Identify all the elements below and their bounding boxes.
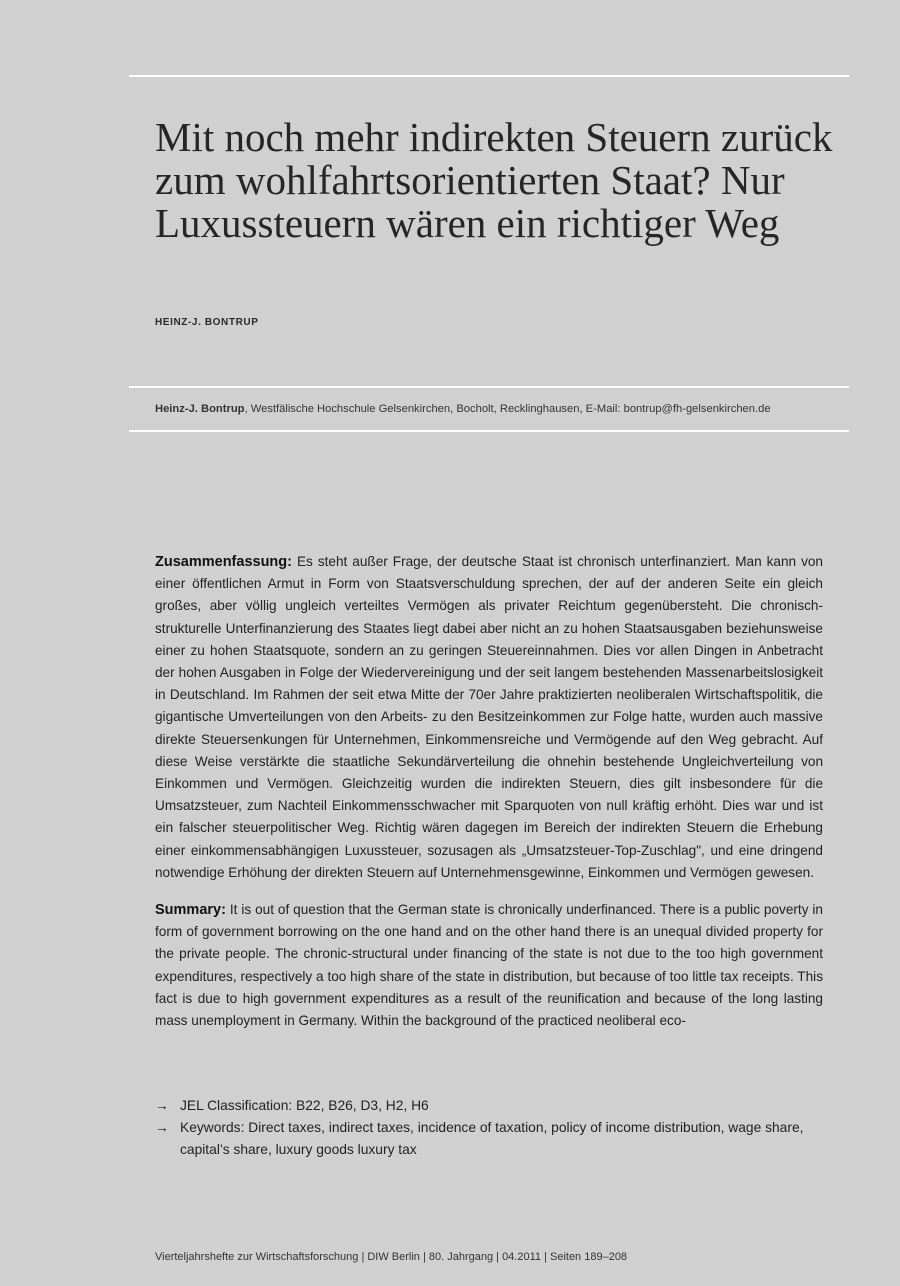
affiliation-name: Heinz-J. Bontrup [155, 403, 245, 415]
abstract-german-text: Es steht außer Frage, der deutsche Staat ist chronisch unterfinanziert. Man kann von einer öffentlichen Armut in Form von Staatsverschuldung sprechen, der auf der anderen Seite ein gleich großes, aber völlig ungleich verteiltes Vermögen als privater Reichtum gegenübersteht. Die chronisch-strukturelle Unterfinanzierung des Staates liegt dabei aber nicht an zu hohen Staatsausgaben beziehunsweise einer zu hohen Staatsquote, sondern an zu geringen Steuereinnahmen. Dies vor allen Dingen in Anbetracht der hohen Ausgaben in Folge der Wiedervereinigung und der seit langem bestehenden Massenarbeitslosigkeit in Deutschland. Im Rahmen der seit etwa Mitte der 70er Jahre praktizierten neoliberalen Wirtschaftspolitik, die gigantische Umverteilungen von den Arbeits- zu den Besitzeinkommen zur Folge hatte, wurden auch massive direkte Steuersenkungen für Unternehmen, Einkommensreiche und Vermögende auf den Weg gebracht. Auf diese Weise verstärkte die staatliche Sekundärverteilung die ohnehin bestehende Ungleichverteilung von Einkommen und Vermögen. Gleichzeitig wurden die indirekten Steuern, dies gilt insbesondere für die Umsatzsteuer, zum Nachteil Einkommensschwacher mit Sparquoten von null kräftig erhöht. Dies war und ist ein falscher steuerpolitischer Weg. Richtig wären dagegen im Bereich der indirekten Steuern die Erhebung einer einkommensabhängigen Luxussteuer, sozusagen als „Umsatzsteuer-Top-Zuschlag", und eine dringend notwendige Erhöhung der direkten Steuern auf Unternehmensgewinne, Einkommen und Vermögen gewesen. [155, 554, 823, 880]
abstract-english-label: Summary: [155, 902, 226, 918]
arrow-right-icon: → [155, 1098, 169, 1113]
jel-classification [155, 1095, 845, 1117]
jel-classification-text: JEL Classification: B22, B26, D3, H2, H6 [180, 1098, 429, 1113]
author-name: HEINZ-J. BONTRUP [155, 317, 259, 328]
top-rule [129, 75, 849, 77]
abstract-english [155, 899, 823, 1032]
affiliation-top-rule [129, 386, 849, 388]
arrow-right-icon: → [155, 1120, 169, 1135]
affiliation-bottom-rule [129, 430, 849, 432]
author-affiliation [155, 403, 845, 415]
article-title: Mit noch mehr indirekten Steuern zurück zum wohlfahrtsorientierten Staat? Nur Luxussteuern wären ein richtiger Weg [155, 114, 833, 246]
abstract-english-text: It is out of question that the German state is chronically underfinanced. There is a public poverty in form of government borrowing on the one hand and on the other hand there is an unequal divided property for the private people. The chronic-structural under financing of the state is not due to the too high government expenditures, respectively a too high share of the state in distribution, but because of too little tax receipts. This fact is due to high government expenditures as a result of the reunification and because of the long lasting mass unemployment in Germany. Within the background of the practiced neoliberal eco- [155, 902, 823, 1029]
affiliation-details: , Westfälische Hochschule Gelsenkirchen, Bocholt, Recklinghausen, E-Mail: bontrup@fh-gelsenkirchen.de [244, 403, 771, 415]
classification-list [155, 1095, 845, 1161]
abstract-german [155, 551, 823, 884]
journal-footer: Vierteljahrshefte zur Wirtschaftsforschung | DIW Berlin | 80. Jahrgang | 04.2011 | Seiten 189–208 [155, 1251, 628, 1263]
keywords-text: Keywords: Direct taxes, indirect taxes, incidence of taxation, policy of income distribution, wage share, capital’s share, luxury goods luxury tax [180, 1120, 804, 1157]
abstract-german-label: Zusammenfassung: [155, 554, 292, 570]
keywords [155, 1117, 845, 1161]
